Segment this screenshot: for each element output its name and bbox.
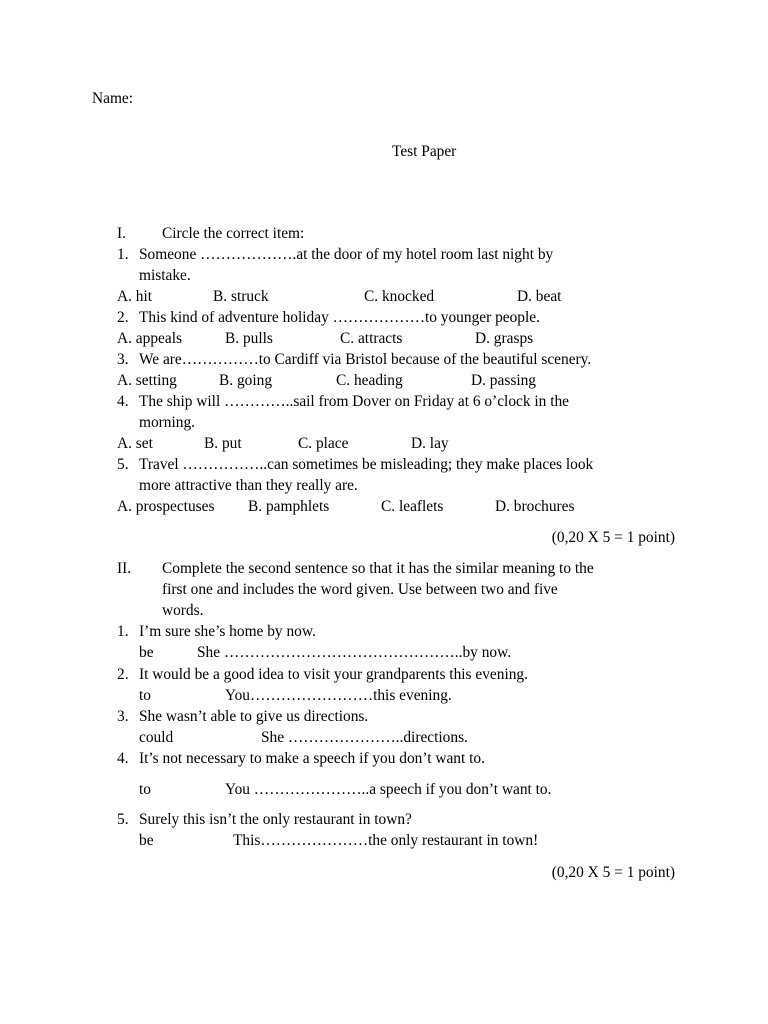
- option-c[interactable]: C. knocked: [364, 288, 435, 305]
- s2-q1-key-word: be: [139, 644, 154, 661]
- section-2-numeral: II.: [117, 560, 132, 577]
- s2-q3-key-word: could: [139, 729, 174, 746]
- option-a[interactable]: A. setting: [117, 372, 177, 389]
- s1-q1-line2: mistake.: [139, 267, 191, 284]
- s1-q4-line2: morning.: [139, 414, 196, 431]
- s1-q4-options: [117, 433, 677, 454]
- option-a[interactable]: A. appeals: [117, 330, 182, 347]
- name-label: Name:: [92, 90, 134, 107]
- s1-q4-line1: The ship will …………..sail from Dover on Friday at 6 o’clock in the: [139, 393, 570, 410]
- s1-q3-options: [117, 370, 677, 391]
- option-d[interactable]: D. lay: [411, 435, 449, 452]
- page-title: Test Paper: [392, 143, 457, 160]
- option-c[interactable]: C. leaflets: [381, 498, 444, 515]
- s2-q5-key-word: be: [139, 832, 154, 849]
- s1-q2-options: [117, 328, 677, 349]
- s2-q3-answer-line[interactable]: She …………………..directions.: [261, 729, 468, 746]
- option-a[interactable]: A. hit: [117, 288, 153, 305]
- option-b[interactable]: B. pulls: [225, 330, 273, 347]
- s2-q2-answer-line[interactable]: You……………………this evening.: [225, 687, 452, 704]
- s1-q5-options: [117, 496, 677, 517]
- s1-q2-line1: This kind of adventure holiday ………………to younger people.: [139, 309, 540, 326]
- s2-q4-number: 4.: [117, 750, 129, 767]
- s2-q4-key-word: to: [139, 781, 151, 798]
- s1-q1-line1: Someone ……………….at the door of my hotel room last night by: [139, 246, 554, 263]
- s2-q5-number: 5.: [117, 811, 129, 828]
- option-b[interactable]: B. put: [204, 435, 242, 452]
- option-d[interactable]: D. brochures: [495, 498, 575, 515]
- s1-q3-line1: We are……………to Cardiff via Bristol because of the beautiful scenery.: [139, 351, 592, 368]
- s2-q1-sentence: I’m sure she’s home by now.: [139, 623, 316, 640]
- option-c[interactable]: C. place: [298, 435, 349, 452]
- s2-q1-answer-line[interactable]: She ………………………………………..by now.: [197, 644, 512, 661]
- s2-q1-number: 1.: [117, 623, 129, 640]
- s1-q5-number: 5.: [117, 456, 129, 473]
- option-d[interactable]: D. grasps: [475, 330, 534, 347]
- s1-q3-number: 3.: [117, 351, 129, 368]
- s1-q4-number: 4.: [117, 393, 129, 410]
- s2-q5-answer-line[interactable]: This…………………the only restaurant in town!: [233, 832, 539, 849]
- option-a[interactable]: A. set: [117, 435, 153, 452]
- option-b[interactable]: B. pamphlets: [248, 498, 330, 515]
- s2-q5-sentence: Surely this isn’t the only restaurant in town?: [139, 811, 412, 828]
- section-2-instruction-line1: Complete the second sentence so that it has the similar meaning to the: [162, 560, 594, 577]
- section-2-instruction-line2: first one and includes the word given. Use between two and five: [162, 581, 558, 598]
- option-c[interactable]: C. heading: [336, 372, 403, 389]
- s1-q2-number: 2.: [117, 309, 129, 326]
- option-d[interactable]: D. beat: [517, 288, 562, 305]
- option-c[interactable]: C. attracts: [340, 330, 403, 347]
- option-a[interactable]: A. prospectuses: [117, 498, 215, 515]
- s1-q1-options: [117, 286, 677, 307]
- s2-q3-number: 3.: [117, 708, 129, 725]
- s2-q3-sentence: She wasn’t able to give us directions.: [139, 708, 369, 725]
- section-2-score: (0,20 X 5 = 1 point): [551, 864, 675, 881]
- s2-q2-number: 2.: [117, 666, 129, 683]
- section-2-instruction-line3: words.: [162, 602, 204, 619]
- option-b[interactable]: B. struck: [213, 288, 269, 305]
- section-1-numeral: I.: [117, 225, 126, 242]
- s2-q4-answer-line[interactable]: You …………………..a speech if you don’t want to.: [225, 781, 552, 798]
- s2-q2-key-word: to: [139, 687, 151, 704]
- s2-q2-sentence: It would be a good idea to visit your grandparents this evening.: [139, 666, 528, 683]
- section-1-instruction: Circle the correct item:: [162, 225, 305, 242]
- s1-q1-number: 1.: [117, 246, 129, 263]
- s1-q5-line2: more attractive than they really are.: [139, 477, 358, 494]
- s2-q4-sentence: It’s not necessary to make a speech if you don’t want to.: [139, 750, 485, 767]
- option-b[interactable]: B. going: [219, 372, 273, 389]
- s1-q5-line1: Travel ……………..can sometimes be misleading; they make places look: [139, 456, 594, 473]
- option-d[interactable]: D. passing: [471, 372, 536, 389]
- section-1-score: (0,20 X 5 = 1 point): [551, 529, 675, 546]
